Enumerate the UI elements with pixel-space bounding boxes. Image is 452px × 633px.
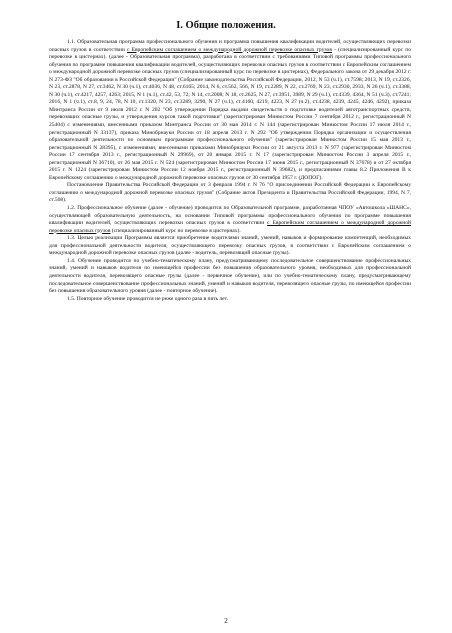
adr-agreement-link-2[interactable]: с Европейским соглашением о международной дорожной перевозке опасных грузов bbox=[49, 220, 412, 234]
section-heading: I. Общие положения. bbox=[176, 20, 276, 31]
paragraph-1-2-body: (специализированный курс по перевозке в цистернах). bbox=[110, 227, 241, 234]
paragraph-1-1 bbox=[49, 39, 411, 182]
paragraph-1-2-intro: 1.2. Профессиональное обучение (далее - обучение) проводится по Образовательной программе, разработанная ЧПОУ «Автошкола «ШАНС», осуществляющей образовательную деятельность, на основании Типовой программы профессионального обучения по программе повышения квалификации водителей, осуществляющих перевозки опасных грузов в соответствии bbox=[49, 205, 411, 227]
document-body bbox=[49, 39, 411, 303]
paragraph-1-1-body: - (специализированный курс по перевозке в цистернах). (далее - Образовательная программа), разработана в соответствии с требованиями Типовой программы профессионального обучения по программе повышения квалификации водителей, осуществляющих перевозки опасных грузов в соответствии с Европейским соглашением о международной дорожной перевозке опасных грузов (специализированный курс по перевозке в цистернах), Федерального закона от 29 декабря 2012 г. N 273-ФЗ "Об образовании в Российской Федерации" (Собрание законодательства Российской Федерации, 2012, N 53 (ч.1), ст.7598; 2013, N 19, ст.2326, N 23, ст.2878, N 27, ст.3462, N 30 (ч.1), ст.4036, N 48, ст.6165; 2014, N 6, ст.562, 566, N 19, ст.2289, N 22, ст.2769, N 23, ст.2930, 2933, N 26 (ч.1), ст.3388, N 30 (ч.1), ст.4217, 4257, 4263; 2015, N 1 (ч.1), ст.42, 53, 72; N 14, ст.2008; N 18, ст.2625, N 27, ст.3951, 3989, N 29 (ч.1), ст.4339, 4364, N 51 (ч.3), ст.7241; 2016, N 1 (ч.1), ст.8, 9, 24, 78, N 10, ст.1320, N 23, ст.3289, 3290, N 27 (ч.1), ст.4160, 4219, 4223, N 27 (ч.2), ст.4238, 4239, 4245, 4246, 4292), приказа Минтранса России от 9 июля 2012 г. N 202 "Об утверждении Порядка выдачи свидетельств о подготовке водителей автотранспортных средств, перевозящих опасные грузы, и утверждения курсов такой подготовки" (зарегистрирован Минюстом России 7 сентября 2012 г., регистрационный N 25404) с изменениями, внесенными приказом Минтранса России от 30 мая 2014 г. N 144 (зарегистрирован Минюстом России 17 июля 2014 г., регистрационный N 33137), приказа Минобрнауки России от 18 апреля 2013 г. N 292 "Об утверждении Порядка организации и осуществления образовательной деятельности по основным программам профессионального обучения" (зарегистрирован Минюстом России 15 мая 2013 г., регистрационный N 28395), с изменениями, внесенными приказами Минобрнауки России от 21 августа 2013 г. N 977 (зарегистрирован Минюстом России 17 сентября 2013 г., регистрационный N 29969), от 20 января 2015 г. N 17 (зарегистрирован Минюстом России 3 апреля 2015 г., регистрационный N 36710), от 26 мая 2015 г. N 524 (зарегистрирован Минюстом России 17 июня 2015 г., регистрационный N 37678) и от 27 октября 2015 г. N 1224 (зарегистрирован Минюстом России 12 ноября 2015 г., регистрационный N 39682), и предписаниями главы 8.2 Приложения В к Европейскому соглашению о международной дорожной перевозке опасных грузов от 30 сентября 1957 г. (ДОПОГ). bbox=[49, 46, 411, 181]
paragraph-1-4: 1.4. Обучение проводится по учебно-тематическому плану, предусматривающему последовательное совершенствование профессиональных знаний, умений и навыков водителя по имеющейся профессии без повышения образовательного уровня, необходимых для профессиональной деятельности водителя, перевозящего опасные грузы (далее - первичное обучение), или по учебно-тематическому плану, предусматривающему последовательное совершенствование профессиональных знаний, умений и навыков водителя, перевозящего опасные грузы, по имеющейся профессии без повышения образовательного уровня (далее - повторное обучение). bbox=[49, 257, 411, 295]
paragraph-1-5: 1.5. Повторное обучение проводится не реже одного раза в пять лет. bbox=[67, 295, 229, 302]
paragraph-government-decree: Постановление Правительства Российской Федерации от 3 февраля 1994 г. N 76 "О присоединении Российской Федерации к Европейскому соглашению о международной дорожной перевозке опасных грузов" (Собрание актов Президента и Правительства Российской Федерации, 1994, N 7, ст.508). bbox=[49, 182, 411, 204]
paragraph-1-2 bbox=[49, 205, 411, 235]
paragraph-1-1-intro: 1.1. Образовательная программа профессионального обучения и программа повышения квалификации водителей, осуществляющих перевозки опасных грузов в соответствии bbox=[49, 39, 411, 53]
paragraph-1-3: 1.3. Целью реализации Программы является приобретение водителями знаний, умений, навыков и формирование компетенций, необходимых для профессиональной деятельности водителя, осуществляющего перевозку опасных грузов, в соответствии с Европейским соглашением о международной дорожной перевозке опасных грузов (далее - водитель, перевозящий опасные грузы). bbox=[49, 235, 411, 257]
page-number: 2 bbox=[224, 617, 228, 625]
adr-agreement-link[interactable]: с Европейским соглашением о международной дорожной перевозке опасных грузов bbox=[126, 46, 332, 53]
